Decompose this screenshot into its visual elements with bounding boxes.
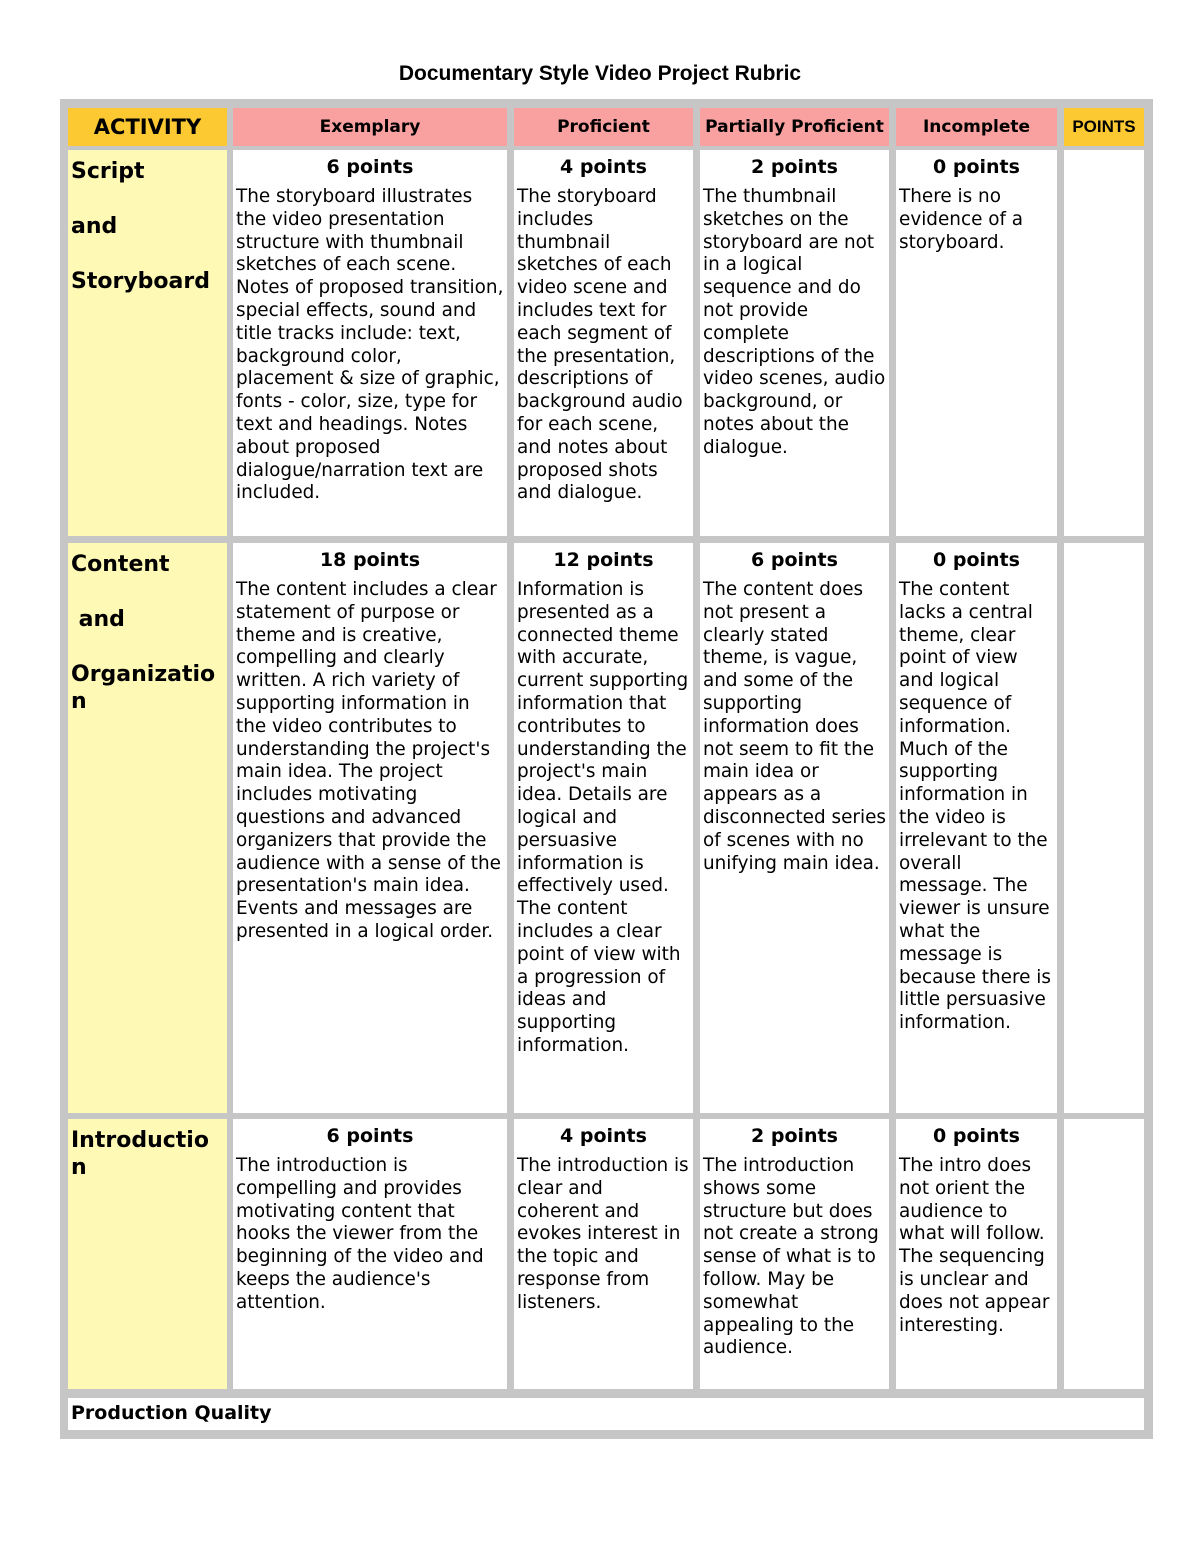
criteria-text: The introduction shows some structure but does not create a strong sense of what is to follow. May be somewhat appealing to the audience. bbox=[703, 1155, 879, 1359]
header-proficient: Proficient bbox=[514, 108, 693, 146]
points-score-cell[interactable] bbox=[1064, 150, 1144, 536]
cell-intro-incomplete bbox=[896, 1119, 1057, 1389]
points-label: 4 points bbox=[560, 1125, 647, 1147]
cell-intro-exemplary bbox=[233, 1119, 507, 1389]
criteria-text: The storyboard includes thumbnail sketches of each video scene and includes text for each segment of the presentation, descriptions of background audio for each scene, and notes about proposed shots and dialogue. bbox=[517, 186, 683, 504]
criteria-text: The content includes a clear statement of purpose or theme and is creative, compelling and clearly written. A rich variety of supporting information in the video contributes to understanding the project's main idea. The project includes motivating questions and advanced organizers that provide the audience with a sense of the presentation's main idea. Events and messages are presented in a logical order. bbox=[236, 579, 501, 942]
activity-line: and bbox=[71, 607, 125, 632]
criteria-text: The introduction is clear and coherent and evokes interest in the topic and response from listeners. bbox=[517, 1155, 689, 1313]
points-label: 12 points bbox=[553, 549, 654, 571]
criteria-text: The introduction is compelling and provides motivating content that hooks the viewer from the beginning of the video and keeps the audience's attention. bbox=[236, 1155, 484, 1313]
points-score-cell[interactable] bbox=[1064, 543, 1144, 1113]
points-label: 6 points bbox=[751, 549, 838, 571]
cell-script-incomplete bbox=[896, 150, 1057, 536]
cell-intro-proficient bbox=[514, 1119, 693, 1389]
criteria-text: The content lacks a central theme, clear point of view and logical sequence of information. Much of the supporting information in the video is irrelevant to the overall message. The viewer is unsure what the message is because there is little persuasive information. bbox=[899, 579, 1051, 1034]
activity-introduction bbox=[68, 1119, 227, 1389]
production-quality-row: Production Quality bbox=[68, 1398, 1144, 1430]
points-label: 18 points bbox=[319, 549, 421, 571]
header-partially-proficient: Partially Proficient bbox=[700, 108, 889, 146]
points-label: 0 points bbox=[933, 156, 1020, 178]
activity-line: Organizatio n bbox=[71, 662, 216, 714]
points-label: 0 points bbox=[933, 549, 1020, 571]
points-label: 4 points bbox=[560, 156, 647, 178]
cell-content-proficient bbox=[514, 543, 693, 1113]
points-label: 6 points bbox=[326, 1125, 414, 1147]
criteria-text: Information is presented as a connected theme with accurate, current supporting information that contributes to understanding the project's main idea. Details are logical and persuasive information is effectively used. The content includes a clear point of view with a progression of ideas and supporting information. bbox=[517, 579, 689, 1056]
rubric-table bbox=[60, 99, 1153, 1439]
cell-content-partial bbox=[700, 543, 889, 1113]
criteria-text: The content does not present a clearly stated theme, is vague, and some of the supporting information does not seem to fit the main idea or appears as a disconnected series of scenes with no unifying main idea. bbox=[703, 579, 886, 874]
header-exemplary: Exemplary bbox=[233, 108, 507, 146]
points-label: 2 points bbox=[751, 156, 838, 178]
criteria-text: There is no evidence of a storyboard. bbox=[899, 186, 1024, 253]
criteria-text: The storyboard illustrates the video presentation structure with thumbnail sketches of each scene. Notes of proposed transition, special effects, sound and title tracks include: text, background color, placement & size of graphic, fonts - color, size, type for text and headings. Notes about proposed dialogue/narration text are included. bbox=[236, 186, 504, 504]
activity-line: and bbox=[71, 214, 118, 239]
points-label: 6 points bbox=[326, 156, 414, 178]
header-incomplete: Incomplete bbox=[896, 108, 1057, 146]
header-points: POINTS bbox=[1064, 108, 1144, 146]
activity-script-storyboard bbox=[68, 150, 227, 536]
activity-content-organization bbox=[68, 543, 227, 1113]
activity-line: Content bbox=[71, 552, 170, 577]
cell-content-incomplete bbox=[896, 543, 1057, 1113]
document-title: Documentary Style Video Project Rubric bbox=[398, 62, 802, 85]
cell-content-exemplary bbox=[233, 543, 507, 1113]
header-activity: ACTIVITY bbox=[68, 108, 227, 146]
criteria-text: The thumbnail sketches on the storyboard are not in a logical sequence and do not provide complete descriptions of the video scenes, audio background, or notes about the dialogue. bbox=[703, 186, 886, 458]
activity-line: Introductio n bbox=[71, 1128, 209, 1180]
cell-script-exemplary bbox=[233, 150, 507, 536]
cell-script-partial bbox=[700, 150, 889, 536]
points-score-cell[interactable] bbox=[1064, 1119, 1144, 1389]
cell-script-proficient bbox=[514, 150, 693, 536]
activity-line: Storyboard bbox=[71, 269, 210, 294]
cell-intro-partial bbox=[700, 1119, 889, 1389]
points-label: 0 points bbox=[933, 1125, 1020, 1147]
criteria-text: The intro does not orient the audience to what will follow. The sequencing is unclear and does not appear interesting. bbox=[899, 1155, 1050, 1336]
activity-line: Script bbox=[71, 159, 145, 184]
points-label: 2 points bbox=[751, 1125, 838, 1147]
